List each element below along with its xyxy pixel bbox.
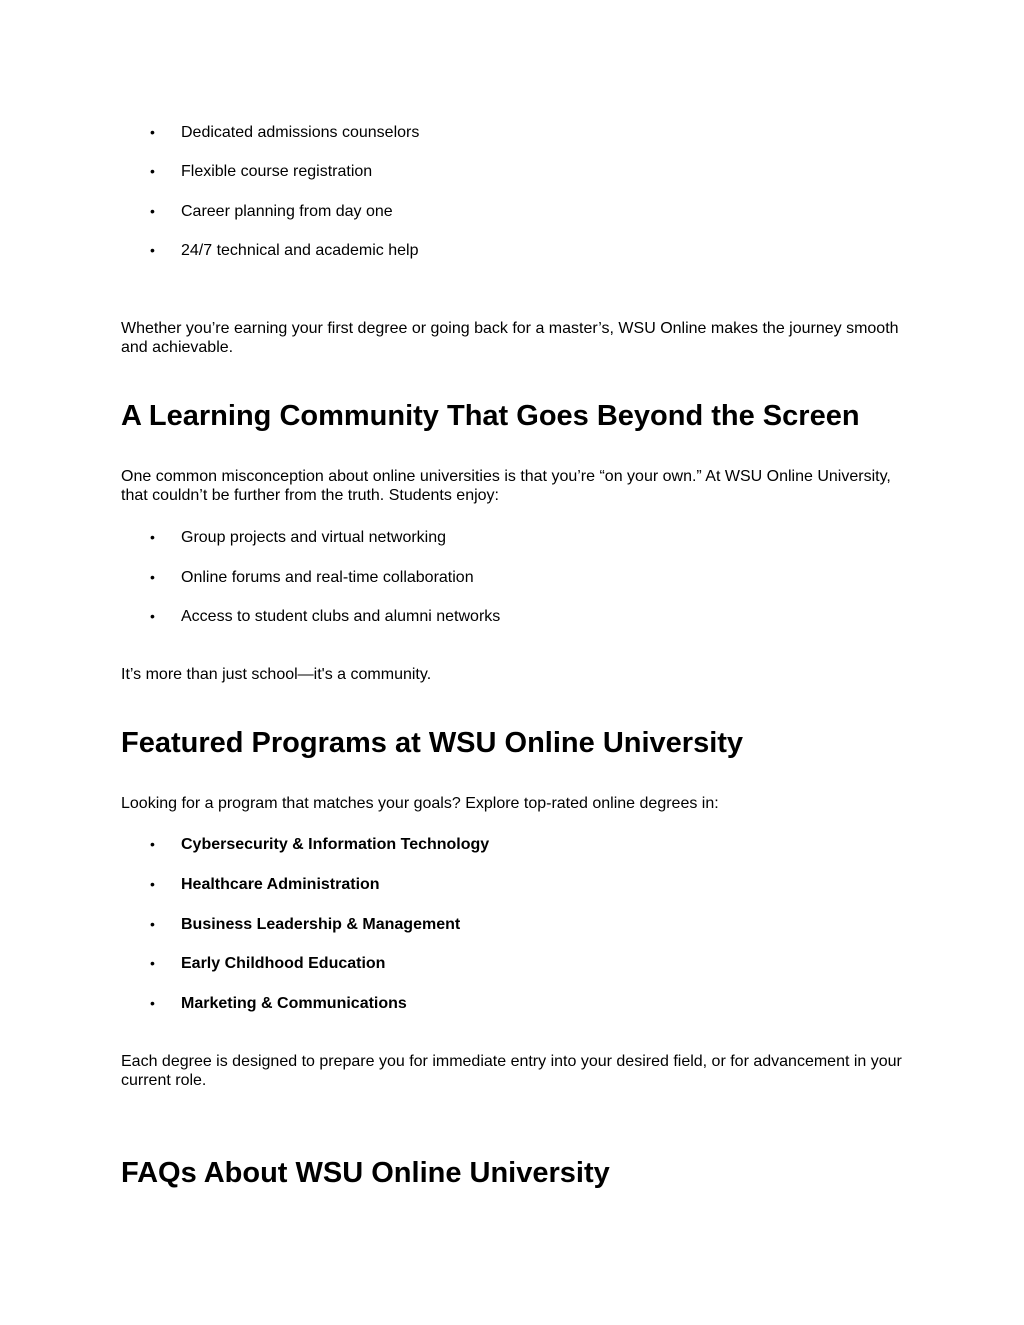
paragraph-programs: Looking for a program that matches your goals? Explore top-rated online degrees in:	[121, 795, 719, 812]
list-item	[150, 834, 489, 855]
bullet: •	[150, 569, 155, 585]
heading-faqs: FAQs About WSU Online University	[121, 1157, 610, 1189]
list-item	[150, 240, 419, 261]
bullet: •	[150, 916, 155, 932]
bullet: •	[150, 995, 155, 1011]
list-item	[150, 527, 446, 548]
list-item-text: Group projects and virtual networking	[181, 529, 447, 546]
list-item-text: Access to student clubs and alumni networks	[181, 608, 501, 625]
list-item-text: 24/7 technical and academic help	[181, 242, 419, 259]
list-item-text: Early Childhood Education	[181, 955, 386, 972]
list-item-text: Flexible course registration	[181, 163, 373, 180]
list-item-text: Marketing & Communications	[181, 995, 407, 1012]
paragraph-degree: Each degree is designed to prepare you for immediate entry into your desired field, or for advancement in your current role.	[121, 1053, 902, 1089]
bullet: •	[150, 836, 155, 852]
bullet: •	[150, 203, 155, 219]
bullet: •	[150, 124, 155, 140]
bullet: •	[150, 242, 155, 258]
list-item	[150, 993, 407, 1014]
heading-programs: Featured Programs at WSU Online University	[121, 727, 744, 759]
heading-community: A Learning Community That Goes Beyond the Screen	[121, 400, 860, 432]
bullet: •	[150, 955, 155, 971]
bullet: •	[150, 608, 155, 624]
list-item	[150, 567, 474, 588]
paragraph-misconception: One common misconception about online universities is that you’re “on your own.” At WSU Online University, that couldn’t be further from the truth. Students enjoy:	[121, 468, 891, 504]
list-item-text: Cybersecurity & Information Technology	[181, 836, 490, 853]
list-item-text: Healthcare Administration	[181, 876, 380, 893]
paragraph-journey: Whether you’re earning your first degree or going back for a master’s, WSU Online makes the journey smooth and achievable.	[121, 320, 899, 356]
list-item	[150, 953, 385, 974]
list-item	[150, 161, 372, 182]
list-item	[150, 914, 460, 935]
list-item-text: Career planning from day one	[181, 203, 393, 220]
list-item-text: Online forums and real-time collaboration	[181, 569, 474, 586]
paragraph-community: It’s more than just school—it's a community.	[121, 666, 432, 683]
list-item	[150, 874, 380, 895]
list-item	[150, 122, 419, 143]
bullet: •	[150, 529, 155, 545]
list-item-text: Dedicated admissions counselors	[181, 124, 420, 141]
list-item-text: Business Leadership & Management	[181, 916, 461, 933]
bullet: •	[150, 876, 155, 892]
list-item	[150, 201, 393, 222]
bullet: •	[150, 163, 155, 179]
list-item	[150, 606, 500, 627]
